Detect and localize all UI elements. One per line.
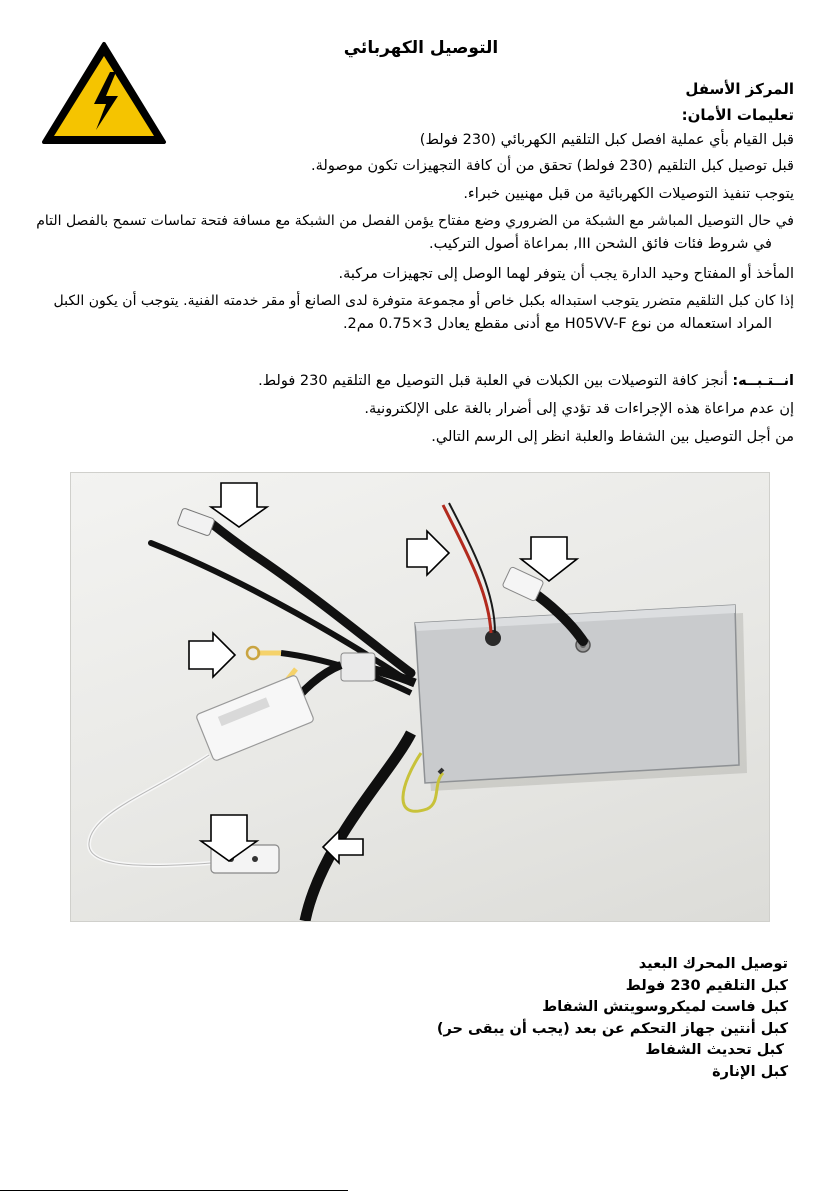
legend-item: كبل فاست لميكروسويتش الشفاط (542, 999, 788, 1015)
safety-heading: تعليمات الأمان: (681, 106, 794, 124)
safety-line: قبل توصيل كبل التلقيم (230 فولط) تحقق من أن كافة التجهيزات تكون موصولة. (311, 158, 794, 174)
safety-line: المراد استعماله من نوع H05VV-F مع أدنى مقطع يعادل 3×0.75 مم2. (342, 316, 772, 332)
wiring-illustration (71, 473, 769, 921)
cable-legend (368, 954, 788, 1083)
legend-item: كبل أنتين جهاز التحكم عن بعد (يجب أن يبقى حر) (436, 1020, 788, 1037)
notice-line (46, 370, 794, 392)
safety-line: المأخذ أو المفتاح وحيد الدارة يجب أن يتوفر لهما الوصل إلى تجهيزات مركبة. (338, 266, 794, 282)
legend-item: توصيل المحرك البعيد (638, 956, 788, 972)
safety-line: إذا كان كبل التلقيم متضرر يتوجب استبداله بكبل خاص أو مجموعة متوفرة لدى الصانع أو مقر خدمته الفنية. يتوجب أن يكون الكبل (53, 293, 794, 309)
footnote-rule (0, 1190, 348, 1191)
wiring-photo (70, 472, 770, 922)
notice-line: إن عدم مراعاة هذه الإجراءات قد تؤدي إلى أضرار بالغة على الإلكترونية. (364, 401, 794, 417)
legend-item: كبل تحديث الشفاط (645, 1042, 784, 1058)
notice-label: انــتـبــه: (732, 373, 794, 389)
section-subtitle: المركز الأسفل (685, 80, 794, 98)
legend-item: كبل الإنارة (712, 1063, 788, 1080)
safety-line: يتوجب تنفيذ التوصيلات الكهربائية من قبل مهنيين خبراء. (463, 186, 794, 202)
notice-text: أنجز كافة التوصيلات بين الكبلات في العلبة قبل التوصيل مع التلقيم 230 فولط. (258, 373, 733, 389)
legend-item: كبل التلقيم 230 فولط (625, 977, 788, 994)
safety-line: في شروط فئات فائق الشحن III, بمراعاة أصول التركيب. (429, 236, 772, 252)
notice-line: من أجل التوصيل بين الشفاط والعلبة انظر إلى الرسم التالي. (431, 429, 794, 445)
safety-line: قبل القيام بأي عملية افصل كبل التلقيم الكهربائي (230 فولط) (419, 132, 794, 148)
safety-line: في حال التوصيل المباشر مع الشبكة من الضروري وضع مفتاح يؤمن الفصل من الشبكة مع مسافة فتحة تماسات تسمح بالفصل التام (36, 213, 794, 229)
document-title: التوصيل الكهربائي (343, 38, 499, 58)
